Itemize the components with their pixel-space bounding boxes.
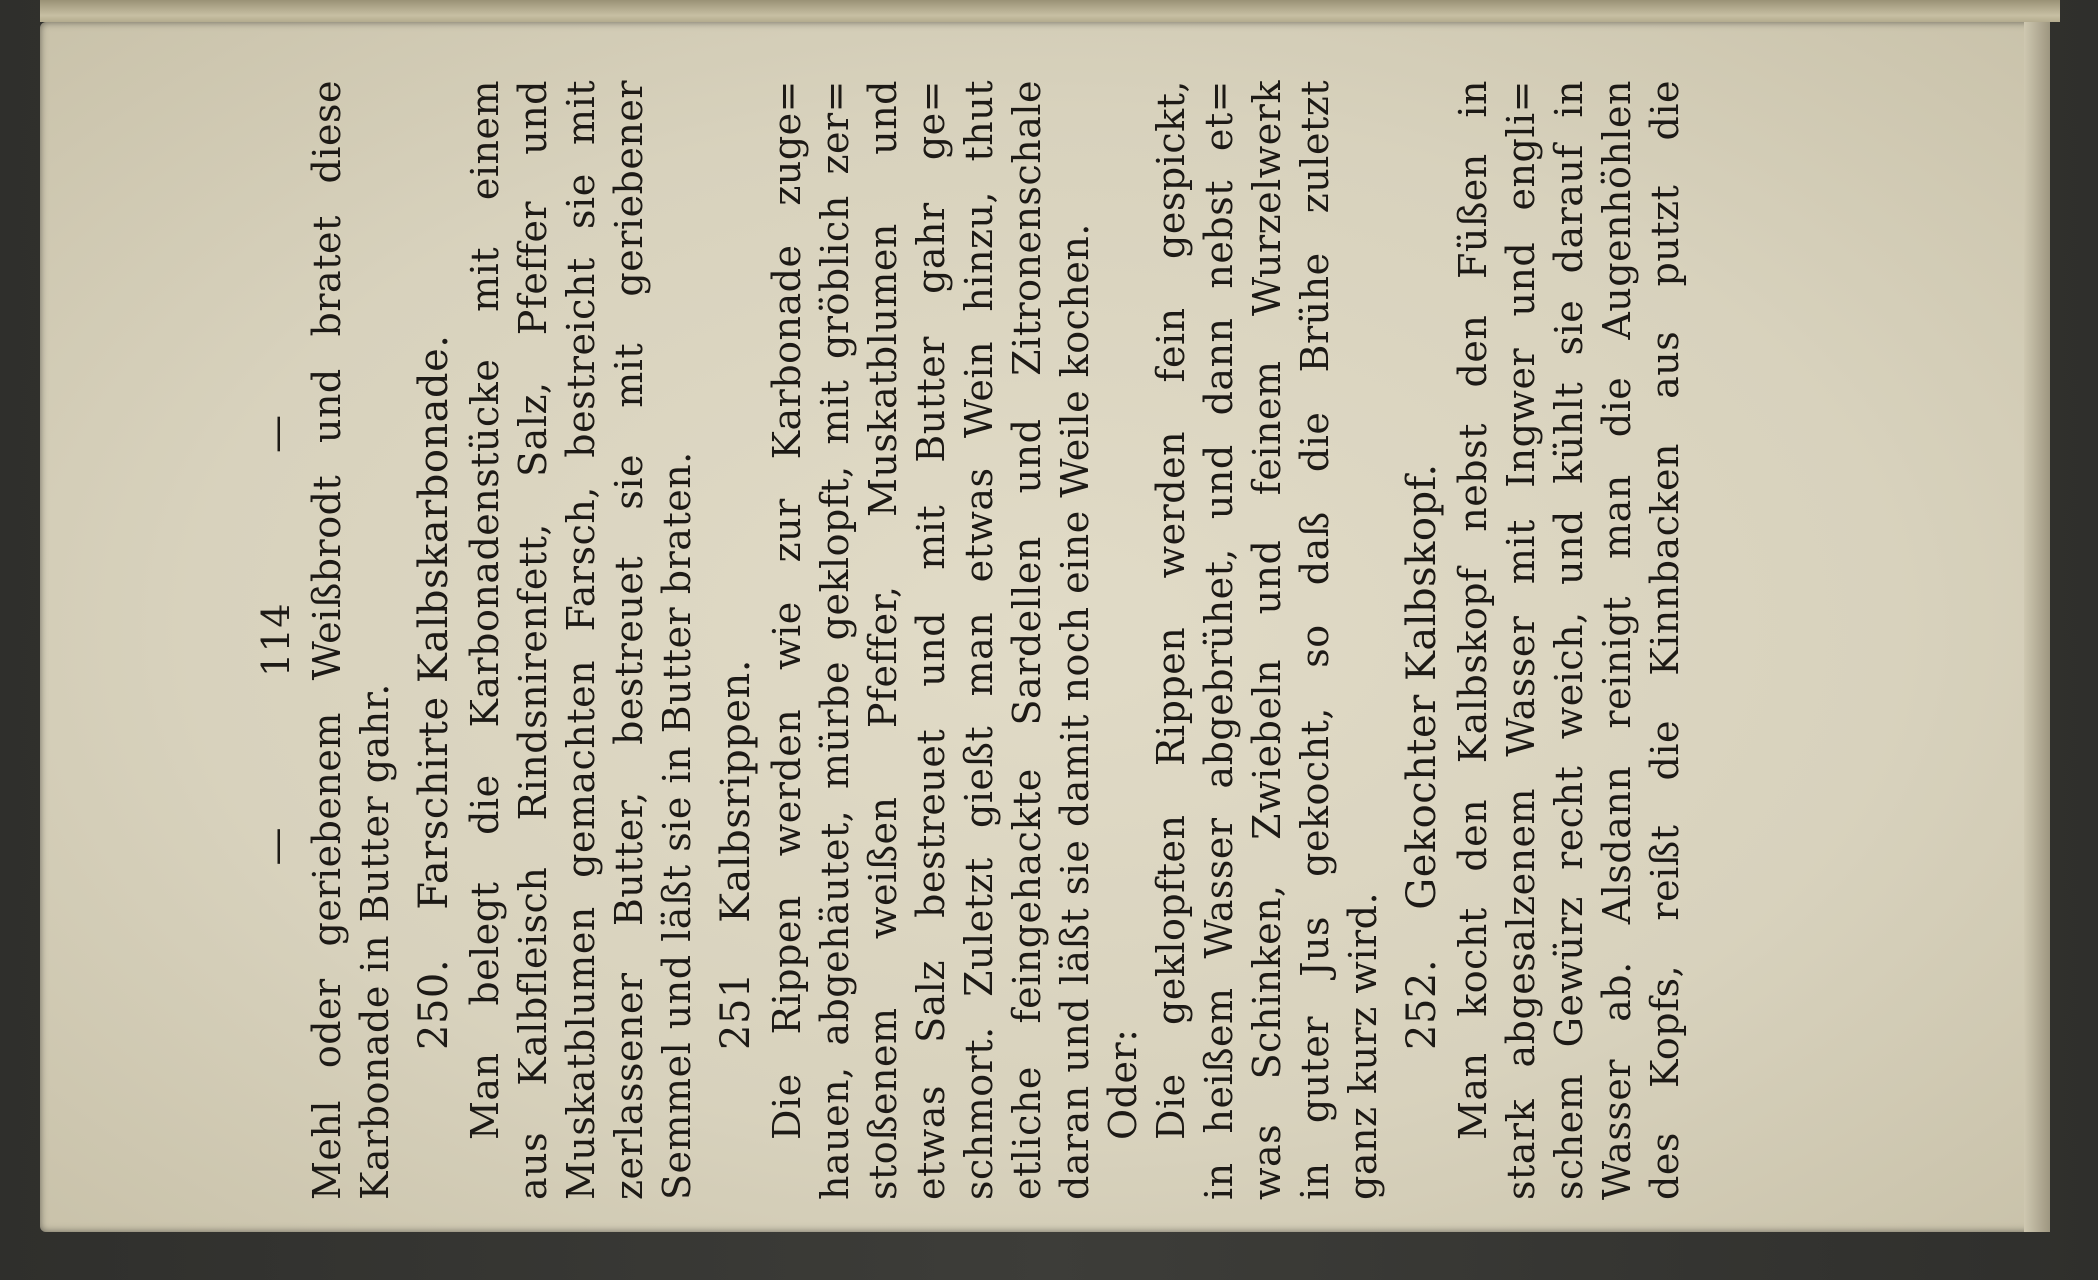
recipe-number: 251	[713, 972, 759, 1050]
recipe-heading	[407, 80, 461, 1200]
recipe-line: etliche feingehackte Sardellen und Zitronenschale	[1005, 80, 1049, 1200]
recipe-line: Die geklopften Rippen werden fein gespickt,	[1149, 80, 1193, 1140]
book-top-edge	[40, 0, 2060, 22]
recipe-heading	[1395, 80, 1449, 1200]
recipe-line: aus Kalbfleisch Rindsnirenfett, Salz, Pfeffer und	[511, 80, 555, 1200]
recipe-number: 252.	[1399, 958, 1445, 1050]
recipe-heading	[709, 80, 763, 1200]
recipe-line: was Schinken, Zwiebeln und feinem Wurzelwerk	[1245, 80, 1289, 1200]
recipe-line: Muskatblumen gemachten Farsch, bestreicht sie mit	[559, 80, 603, 1200]
recipe-line: Man kocht den Kalbskopf nebst den Füßen in	[1451, 80, 1495, 1140]
recipe-line: in heißem Wasser abgebrühet, und dann nebst et=	[1197, 80, 1241, 1200]
running-head	[249, 80, 303, 1200]
recipe-line: schmort. Zuletzt gießt man etwas Wein hinzu, thut	[957, 80, 1001, 1200]
recipe-line: stoßenem weißen Pfeffer, Muskatblumen und	[861, 80, 905, 1200]
recipe-line: Wasser ab. Alsdann reinigt man die Augenhöhlen	[1595, 80, 1639, 1200]
left-dash: —	[254, 827, 298, 866]
recipe-line: in guter Jus gekocht, so daß die Brühe zuletzt	[1293, 80, 1337, 1200]
recipe-title: Gekochter Kalbskopf.	[1399, 463, 1445, 910]
recipe-line: stark abgesalzenem Wasser mit Ingwer und engli=	[1499, 80, 1543, 1200]
recipe-line: hauen, abgehäutet, mürbe geklopft, mit gröblich zer=	[813, 80, 857, 1200]
page-number: 114	[254, 602, 298, 678]
rotated-text-block	[249, 80, 1829, 1200]
recipe-title: Farschirte Kalbskarbonade.	[411, 334, 457, 910]
page-fore-edge	[2024, 22, 2050, 1232]
intro-line: Karbonade in Butter gahr.	[353, 683, 397, 1200]
recipe-line: ganz kurz wird.	[1341, 891, 1385, 1200]
recipe-line: daran und läßt sie damit noch eine Weile kochen.	[1053, 223, 1097, 1200]
recipe-line: zerlassener Butter, bestreuet sie mit geriebener	[607, 80, 651, 1200]
recipe-line: Semmel und läßt sie in Butter braten.	[655, 451, 699, 1200]
recipe-line: Die Rippen werden wie zur Karbonade zuge=	[765, 80, 809, 1140]
right-dash: —	[254, 414, 298, 453]
recipe-line: etwas Salz bestreuet und mit Butter gahr ge=	[909, 80, 953, 1200]
intro-line: Mehl oder geriebenem Weißbrodt und bratet diese	[305, 80, 349, 1200]
recipe-line: des Kopfs, reißt die Kinnbacken aus putzt die	[1643, 80, 1687, 1200]
variant-label: Oder:	[1101, 1028, 1145, 1140]
recipe-title: Kalbsrippen.	[713, 658, 759, 923]
recipe-line: Man belegt die Karbonadenstücke mit einem	[463, 80, 507, 1140]
recipe-number: 250.	[411, 958, 457, 1050]
recipe-line: schem Gewürz recht weich, und kühlt sie darauf in	[1547, 80, 1591, 1200]
